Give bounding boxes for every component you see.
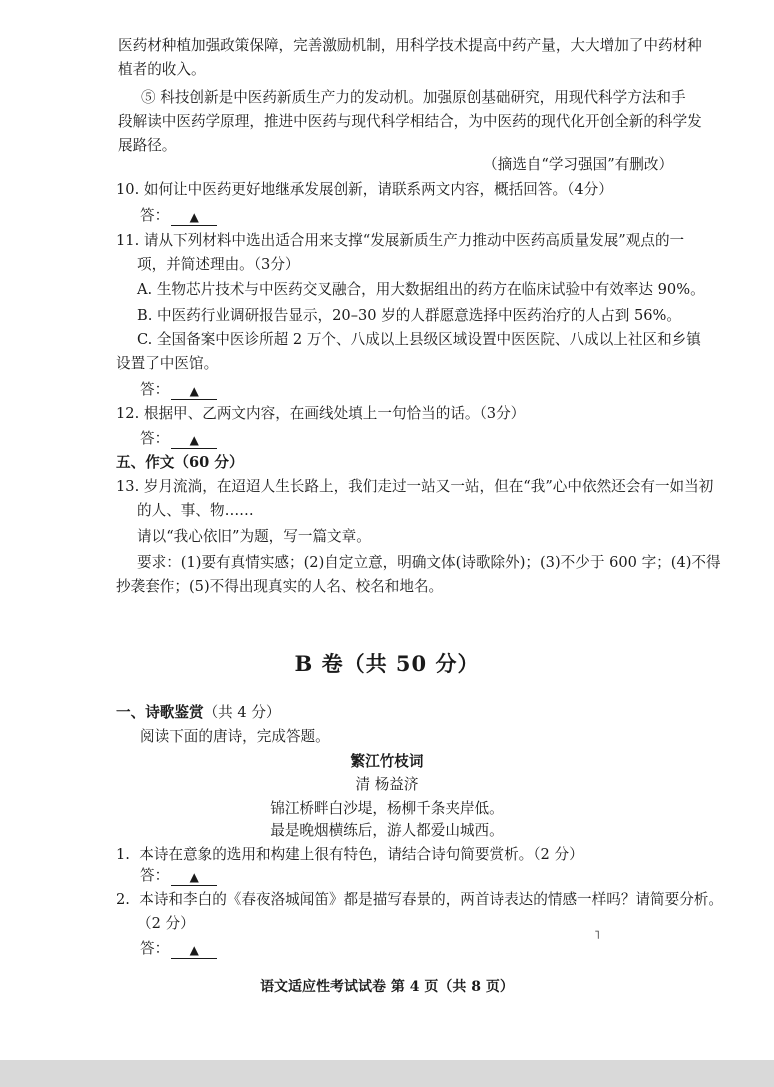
answer-label: 答： bbox=[140, 940, 170, 957]
poem-question-2 bbox=[116, 890, 723, 910]
question-text: 本诗在意象的选用和构建上很有特色，请结合诗句简要赏析。（2 分） bbox=[139, 846, 584, 863]
paragraph-line: 植者的收入。 bbox=[118, 61, 206, 78]
option-b: B. 中医药行业调研报告显示，20–30 岁的人群愿意选择中医药治疗的人占到 56%。 bbox=[137, 307, 681, 324]
poem-title: 繁江竹枝词 bbox=[350, 753, 424, 770]
requirements: 要求：(1)要有真情实感；(2)自定立意，明确文体(诗歌除外)；(3)不少于 600 字；(4)不得 bbox=[137, 554, 721, 571]
question-11-cont: 项，并简述理由。（3分） bbox=[137, 256, 300, 273]
section-label: 一、诗歌鉴赏 bbox=[116, 704, 204, 721]
pen-mark: ˥ bbox=[594, 928, 600, 942]
answer-line-pq2 bbox=[140, 939, 217, 959]
answer-blank bbox=[171, 868, 217, 886]
option-c-cont: 设置了中医馆。 bbox=[116, 355, 219, 372]
answer-blank bbox=[171, 382, 217, 400]
poem-author: 清 杨益济 bbox=[355, 776, 419, 793]
question-12: 12. 根据甲、乙两文内容，在画线处填上一句恰当的话。（3分） bbox=[116, 405, 526, 422]
answer-blank bbox=[171, 208, 217, 226]
poem-question-1 bbox=[116, 845, 584, 865]
poem-line: 锦江桥畔白沙堤，杨柳千条夹岸低。 bbox=[270, 800, 504, 817]
triangle-icon: ▲ bbox=[189, 433, 199, 447]
answer-line-q10 bbox=[140, 206, 217, 226]
question-13: 13. 岁月流淌，在迢迢人生长路上，我们走过一站又一站，但在“我”心中依然还会有一如当初 bbox=[116, 478, 714, 495]
answer-line-q11 bbox=[140, 380, 217, 400]
answer-blank bbox=[171, 941, 217, 959]
bottom-scroll-strip bbox=[0, 1060, 774, 1087]
source-note: （摘选自“学习强国”有删改） bbox=[483, 156, 674, 173]
question-11: 11. 请从下列材料中选出适合用来支撑“发展新质生产力推动中医药高质量发展”观点的一 bbox=[116, 232, 685, 249]
answer-label: 答： bbox=[140, 381, 170, 398]
triangle-icon: ▲ bbox=[189, 210, 199, 224]
paragraph-line: 展路径。 bbox=[118, 137, 177, 154]
poem-intro: 阅读下面的唐诗，完成答题。 bbox=[140, 728, 330, 745]
triangle-icon: ▲ bbox=[189, 943, 199, 957]
option-a: A. 生物芯片技术与中医药交叉融合，用大数据组出的药方在临床试验中有效率达 90%。 bbox=[137, 281, 705, 298]
question-points: （2 分） bbox=[137, 915, 195, 932]
answer-line-q12 bbox=[140, 429, 217, 449]
question-10: 10. 如何让中医药更好地继承发展创新，请联系两文内容，概括回答。（4分） bbox=[116, 181, 613, 198]
question-number: 1. bbox=[116, 846, 130, 863]
requirements-cont: 抄袭套作；(5)不得出现真实的人名、校名和地名。 bbox=[116, 578, 444, 595]
paragraph-line: ⑤ 科技创新是中医药新质生产力的发动机。加强原创基础研究，用现代科学方法和手 bbox=[141, 89, 686, 106]
section-heading: 五、作文（60 分） bbox=[116, 454, 244, 471]
poem-section-heading bbox=[116, 703, 281, 723]
paragraph-line: 段解读中医药学原理，推进中医药与现代科学相结合，为中医药的现代化开创全新的科学发 bbox=[118, 113, 702, 130]
question-13-prompt: 请以“我心依旧”为题，写一篇文章。 bbox=[137, 528, 371, 545]
section-points: （共 4 分） bbox=[203, 704, 281, 721]
triangle-icon: ▲ bbox=[189, 870, 199, 884]
answer-blank bbox=[171, 431, 217, 449]
answer-label: 答： bbox=[140, 867, 170, 884]
answer-line-pq1 bbox=[140, 866, 217, 886]
paragraph-line: 医药材种植加强政策保障，完善激励机制，用科学技术提高中药产量，大大增加了中药材种 bbox=[118, 37, 702, 54]
question-number: 2. bbox=[116, 891, 130, 908]
question-text: 本诗和李白的《春夜洛城闻笛》都是描写春景的，两首诗表达的情感一样吗？请简要分析。 bbox=[139, 891, 723, 908]
option-c: C. 全国备案中医诊所超 2 万个、八成以上县级区域设置中医医院、八成以上社区和乡镇 bbox=[137, 331, 701, 348]
b-paper-title: B 卷（共 50 分） bbox=[294, 651, 480, 676]
question-13-cont: 的人、事、物…… bbox=[137, 502, 254, 519]
answer-label: 答： bbox=[140, 207, 170, 224]
triangle-icon: ▲ bbox=[189, 384, 199, 398]
poem-line: 最是晚烟横练后，游人都爱山城西。 bbox=[270, 822, 504, 839]
answer-label: 答： bbox=[140, 430, 170, 447]
page-footer: 语文适应性考试试卷 第 4 页（共 8 页） bbox=[260, 979, 514, 995]
